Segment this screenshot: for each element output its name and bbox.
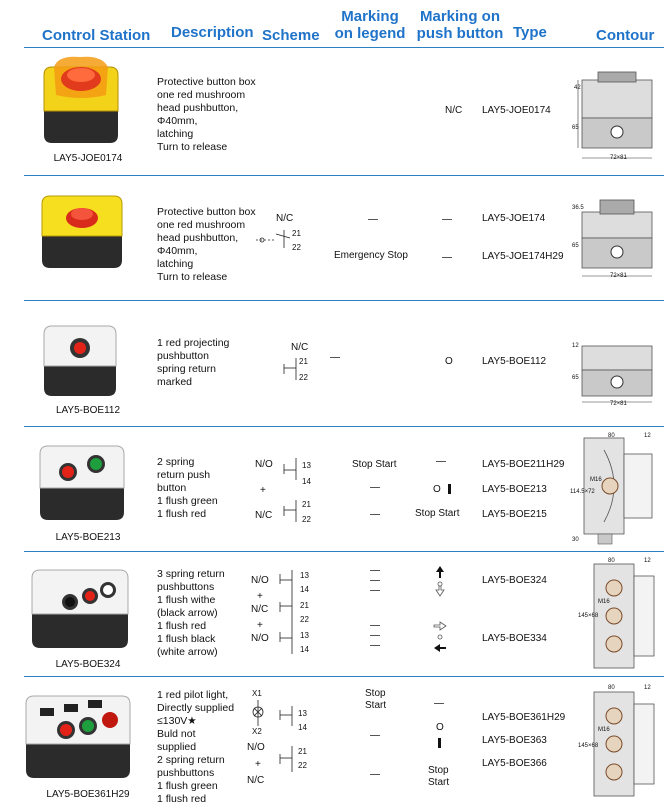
header-description: Description [171, 24, 254, 41]
contour-label: 80 [608, 685, 615, 691]
station-caption: LAY5-BOE213 [55, 532, 121, 543]
scheme-plus: + [260, 485, 266, 496]
marking-legend-dash [370, 590, 380, 591]
scheme-terminal: 21 [300, 601, 309, 610]
scheme-nc: N/C [247, 775, 265, 786]
description-text: 1 red pilot light, Directly supplied ≤130V★ Buld not supplied 2 spring return pushbuttons 1 flush green 1 flush red [157, 689, 235, 805]
contour-label: 145×68 [578, 613, 599, 619]
scheme-terminal: 14 [300, 585, 309, 594]
header-scheme: Scheme [262, 27, 320, 44]
marking-button-dash [442, 219, 452, 220]
scheme-x2: X2 [252, 727, 262, 736]
contour-label: 36.5 [572, 205, 584, 211]
scheme-terminal-21: 21 [292, 229, 301, 238]
type-text: LAY5-BOE215 [482, 509, 547, 520]
header-marking-button [412, 8, 508, 42]
scheme-terminal: 22 [300, 615, 309, 624]
marking-legend-start: Start [365, 700, 387, 711]
scheme-terminal-22: 22 [299, 373, 308, 382]
row-separator [24, 426, 664, 427]
scheme-no: N/O [255, 459, 273, 470]
description-text: 1 red projecting pushbutton spring return marked [157, 337, 230, 388]
type-text: LAY5-JOE0174 [482, 105, 551, 116]
type-text: LAY5-BOE334 [482, 633, 547, 644]
header-marking-legend [328, 8, 412, 42]
contour-label: 80 [608, 433, 615, 439]
scheme-plus: + [257, 591, 263, 602]
product-image-joe174 [38, 188, 126, 270]
scheme-no: N/O [251, 575, 269, 586]
scheme-nc: N/C [251, 604, 269, 615]
marking-button-dash [434, 703, 444, 704]
scheme-nc: N/C [255, 510, 273, 521]
type-text: LAY5-BOE361H29 [482, 712, 566, 723]
header-marking-legend-line1: Marking [341, 8, 399, 25]
header-marking-button-line1: Marking on [419, 8, 500, 25]
marking-legend-dash [330, 357, 340, 358]
row-separator [24, 676, 664, 677]
scheme-diagram-no [278, 456, 302, 482]
header-type: Type [513, 24, 547, 41]
header-contour: Contour [596, 27, 655, 44]
marking-button-o: O [436, 722, 444, 733]
station-caption: LAY5-BOE324 [55, 659, 121, 670]
scheme-terminal: 13 [302, 461, 311, 470]
type-text: LAY5-BOE112 [482, 356, 547, 367]
station-caption: LAY5-JOE0174 [53, 153, 123, 164]
contour-label: 12 [644, 558, 651, 564]
scheme-terminal: 13 [298, 709, 307, 718]
header-marking-button-line2: push button [416, 25, 504, 42]
marking-legend-dash [370, 487, 380, 488]
contour-label: 65 [572, 375, 579, 381]
marking-legend-dash [370, 514, 380, 515]
description-text: 3 spring return pushbuttons 1 flush withe (black arrow) 1 flush red 1 flush black (white arrow) [157, 568, 225, 658]
marking-legend-dash [370, 580, 380, 581]
scheme-diagram-nc [278, 498, 302, 524]
contour-label: 12 [644, 433, 651, 439]
description-text: 2 spring return push button 1 flush green 1 flush red [157, 456, 218, 520]
type-text: LAY5-BOE211H29 [482, 459, 565, 470]
scheme-terminal-21: 21 [299, 357, 308, 366]
product-image-boe112 [40, 320, 120, 398]
contour-label: 145×68 [578, 743, 599, 749]
marking-legend-dash [370, 645, 380, 646]
marking-button-dash [436, 461, 446, 462]
scheme-terminal: 13 [300, 631, 309, 640]
scheme-terminal: 14 [300, 645, 309, 654]
description-text: Protective button box one red mushroom head pushbutton, Φ40mm, latching Turn to release [157, 76, 256, 153]
scheme-contact-type: N/C [291, 342, 309, 353]
contour-label: 12 [644, 685, 651, 691]
contour-label: 42 [574, 85, 581, 91]
scheme-no: N/O [251, 633, 269, 644]
marking-legend-dash [370, 774, 380, 775]
station-caption: LAY5-BOE112 [55, 405, 121, 416]
marking-legend-dash [370, 635, 380, 636]
marking-legend-dash [370, 625, 380, 626]
header-marking-legend-line2: on legend [334, 25, 406, 42]
product-image-boe324 [28, 562, 132, 650]
type-text: LAY5-JOE174H29 [482, 251, 564, 262]
marking-button-text: O [445, 356, 453, 367]
scheme-plus: + [255, 759, 261, 770]
marking-legend-text: Emergency Stop [334, 250, 408, 261]
marking-button-text: Stop Start [415, 508, 460, 519]
contour-label: 114.5×72 [570, 489, 595, 495]
product-image-joe0174 [40, 55, 124, 150]
type-text: LAY5-BOE363 [482, 735, 547, 746]
marking-legend-dash [368, 219, 378, 220]
marking-button-o: O [433, 484, 441, 495]
marking-button-start: Start [428, 777, 450, 788]
marking-button-bar-icon [438, 738, 441, 748]
station-caption: LAY5-BOE361H29 [46, 789, 130, 800]
contour-label: 80 [608, 558, 615, 564]
type-text: LAY5-BOE324 [482, 575, 547, 586]
marking-arrow-icons [430, 562, 450, 652]
product-image-boe361h29 [22, 688, 134, 780]
marking-legend-text: Stop Start [352, 459, 397, 470]
scheme-contact-type: N/C [276, 213, 294, 224]
product-image-boe213 [36, 440, 128, 522]
description-text: Protective button box one red mushroom head pushbutton, Φ40mm, latching Turn to release [157, 206, 256, 283]
row-separator [24, 47, 664, 48]
marking-button-text: N/C [445, 105, 463, 116]
marking-button-dash [442, 257, 452, 258]
scheme-terminal: 14 [298, 723, 307, 732]
contour-label: M16 [590, 477, 602, 483]
scheme-terminal: 22 [302, 515, 311, 524]
scheme-terminal: 14 [302, 477, 311, 486]
contour-label: 72×81 [610, 401, 627, 407]
scheme-terminal: 21 [298, 747, 307, 756]
row-separator [24, 551, 664, 552]
marking-legend-dash [370, 570, 380, 571]
marking-legend-stop: Stop [365, 688, 386, 699]
scheme-terminal-22: 22 [292, 243, 301, 252]
scheme-terminal: 21 [302, 500, 311, 509]
contour-label: 72×81 [610, 155, 627, 161]
type-text: LAY5-BOE366 [482, 758, 547, 769]
contour-label: 30 [572, 537, 579, 543]
scheme-no: N/O [247, 742, 265, 753]
type-text: LAY5-JOE174 [482, 213, 546, 224]
scheme-x1: X1 [252, 689, 262, 698]
contour-label: 72×81 [610, 273, 627, 279]
row-separator [24, 175, 664, 176]
contour-label: 12 [572, 343, 579, 349]
contour-label: M16 [598, 727, 610, 733]
scheme-terminal: 22 [298, 761, 307, 770]
scheme-diagram-stack [274, 568, 300, 656]
marking-button-stop: Stop [428, 765, 449, 776]
header-control-station: Control Station [42, 27, 151, 44]
scheme-terminal: 13 [300, 571, 309, 580]
row-separator [24, 300, 664, 301]
type-text: LAY5-BOE213 [482, 484, 547, 495]
marking-button-bar-icon [448, 484, 451, 494]
contour-label: 65 [572, 243, 579, 249]
scheme-plus: + [257, 620, 263, 631]
contour-label: 65 [572, 125, 579, 131]
contour-label: M16 [598, 599, 610, 605]
marking-legend-dash [370, 735, 380, 736]
